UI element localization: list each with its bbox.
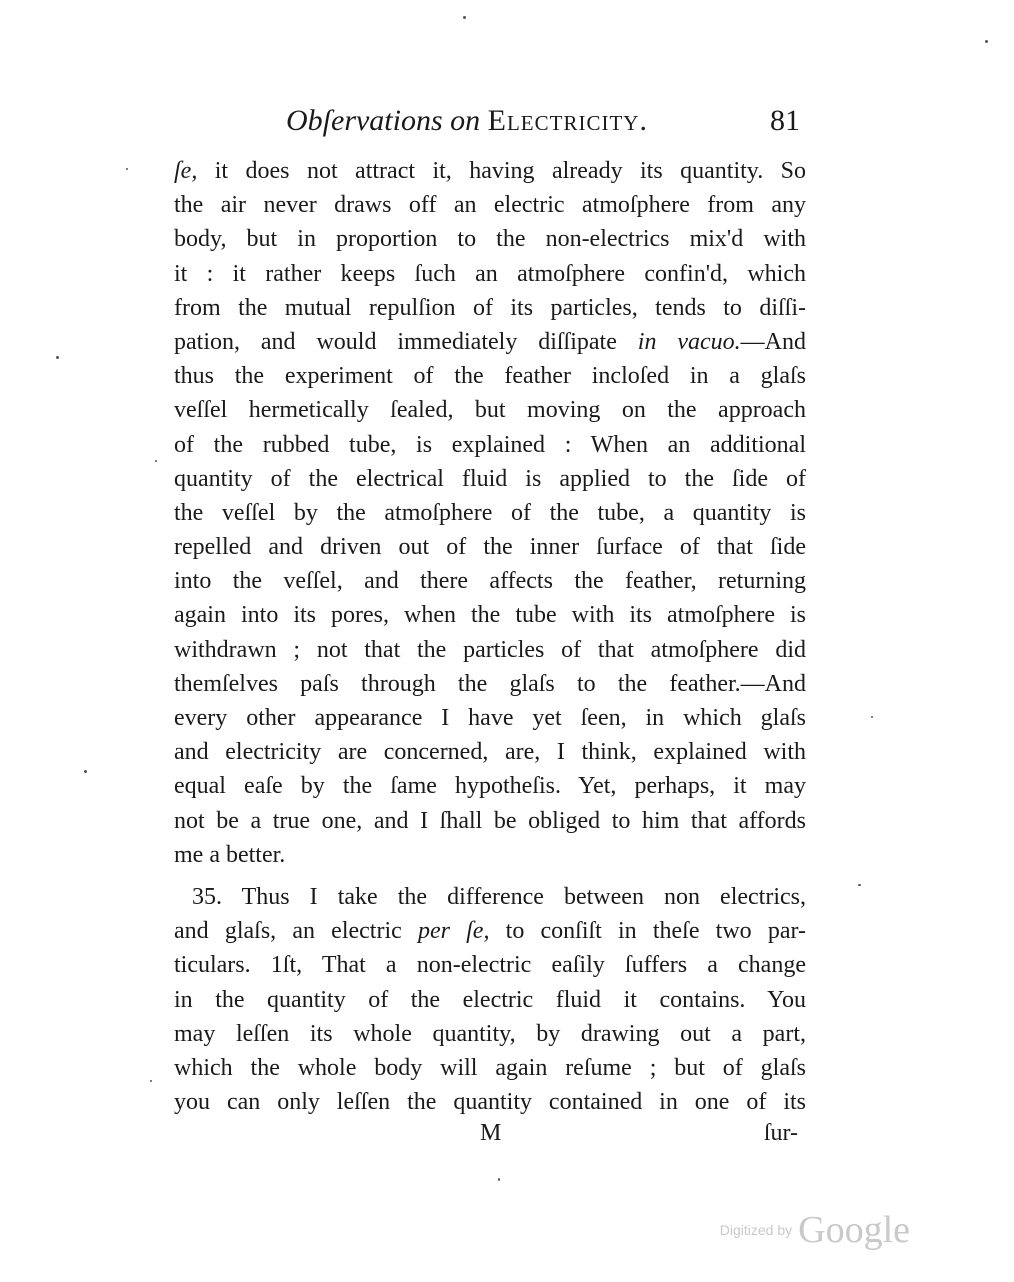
ink-speck <box>858 884 861 886</box>
ink-speck <box>498 1178 500 1181</box>
text-line: repelled and driven out of the inner ſurface of that ſide <box>174 534 806 561</box>
text-line: it : it rather keeps ſuch an atmoſphere confin'd, which <box>174 260 806 287</box>
text-line: and glaſs, an electric per ſe, to conſiſt in theſe two par- <box>174 918 806 945</box>
text-line: the veſſel by the atmoſphere of the tube, a quantity is <box>174 499 806 526</box>
ink-speck <box>155 460 157 462</box>
text-line: pation, and would immediately diſſipate in vacuo.—And <box>174 328 807 355</box>
catchword: ſur- <box>763 1120 798 1146</box>
ink-speck <box>871 716 873 718</box>
text-line: me a better. <box>174 841 286 868</box>
text-line: equal eaſe by the ſame hypotheſis. Yet, perhaps, it may <box>174 773 806 800</box>
ink-speck <box>126 168 128 170</box>
text-line: themſelves paſs through the glaſs to the feather.—And <box>174 670 806 697</box>
text-line: body, but in proportion to the non-electrics mix'd with <box>174 226 806 253</box>
ink-speck <box>463 16 466 19</box>
text-line: from the mutual repulſion of its particles, tends to diſſi- <box>174 294 806 321</box>
page-number: 81 <box>770 104 800 137</box>
text-line: quantity of the electrical fluid is applied to the ſide of <box>174 465 806 492</box>
signature-mark: M <box>480 1120 502 1146</box>
ink-speck <box>150 1080 152 1082</box>
ink-speck <box>56 356 59 359</box>
google-logo-text: Google <box>798 1209 910 1251</box>
text-line: into the veſſel, and there affects the feather, returning <box>174 568 806 595</box>
text-line: thus the experiment of the feather incloſed in a glaſs <box>174 363 806 390</box>
text-line: veſſel hermetically ſealed, but moving on the approach <box>174 397 806 424</box>
watermark-prefix: Digitized by <box>719 1222 793 1238</box>
text-line: may leſſen its whole quantity, by drawing out a part, <box>174 1020 806 1047</box>
ink-speck <box>84 770 87 773</box>
paragraph-35-start: 35. Thus I take the difference between non electrics, <box>192 883 806 910</box>
ink-speck <box>985 40 988 43</box>
page-footer <box>174 1120 806 1156</box>
running-title-caps: Electricity. <box>487 104 648 137</box>
text-line: again into its pores, when the tube with its atmoſphere is <box>174 602 806 629</box>
text-line: not be a true one, and I ſhall be obliged to him that affords <box>174 807 806 834</box>
text-line: which the whole body will again reſume ; but of glaſs <box>174 1054 806 1081</box>
running-head <box>286 104 806 148</box>
text-line: in the quantity of the electric fluid it contains. You <box>174 986 806 1013</box>
text-line: of the rubbed tube, is explained : When an additional <box>174 431 806 458</box>
body-text <box>174 154 806 1119</box>
text-line: and electricity are concerned, are, I think, explained with <box>174 739 806 766</box>
text-line: ſe, it does not attract it, having already its quantity. So <box>174 158 806 184</box>
text-line: ticulars. 1ſt, That a non-electric eaſily ſuffers a change <box>174 952 806 979</box>
digitized-watermark <box>720 1208 910 1258</box>
running-title <box>286 104 648 138</box>
text-line: withdrawn ; not that the particles of that atmoſphere did <box>174 636 806 663</box>
text-line: the air never draws off an electric atmoſphere from any <box>174 192 806 219</box>
text-line: you can only leſſen the quantity contained in one of its <box>174 1089 806 1116</box>
running-title-italic: Obſervations on <box>286 104 481 137</box>
text-line: every other appearance I have yet ſeen, in which glaſs <box>174 705 806 731</box>
